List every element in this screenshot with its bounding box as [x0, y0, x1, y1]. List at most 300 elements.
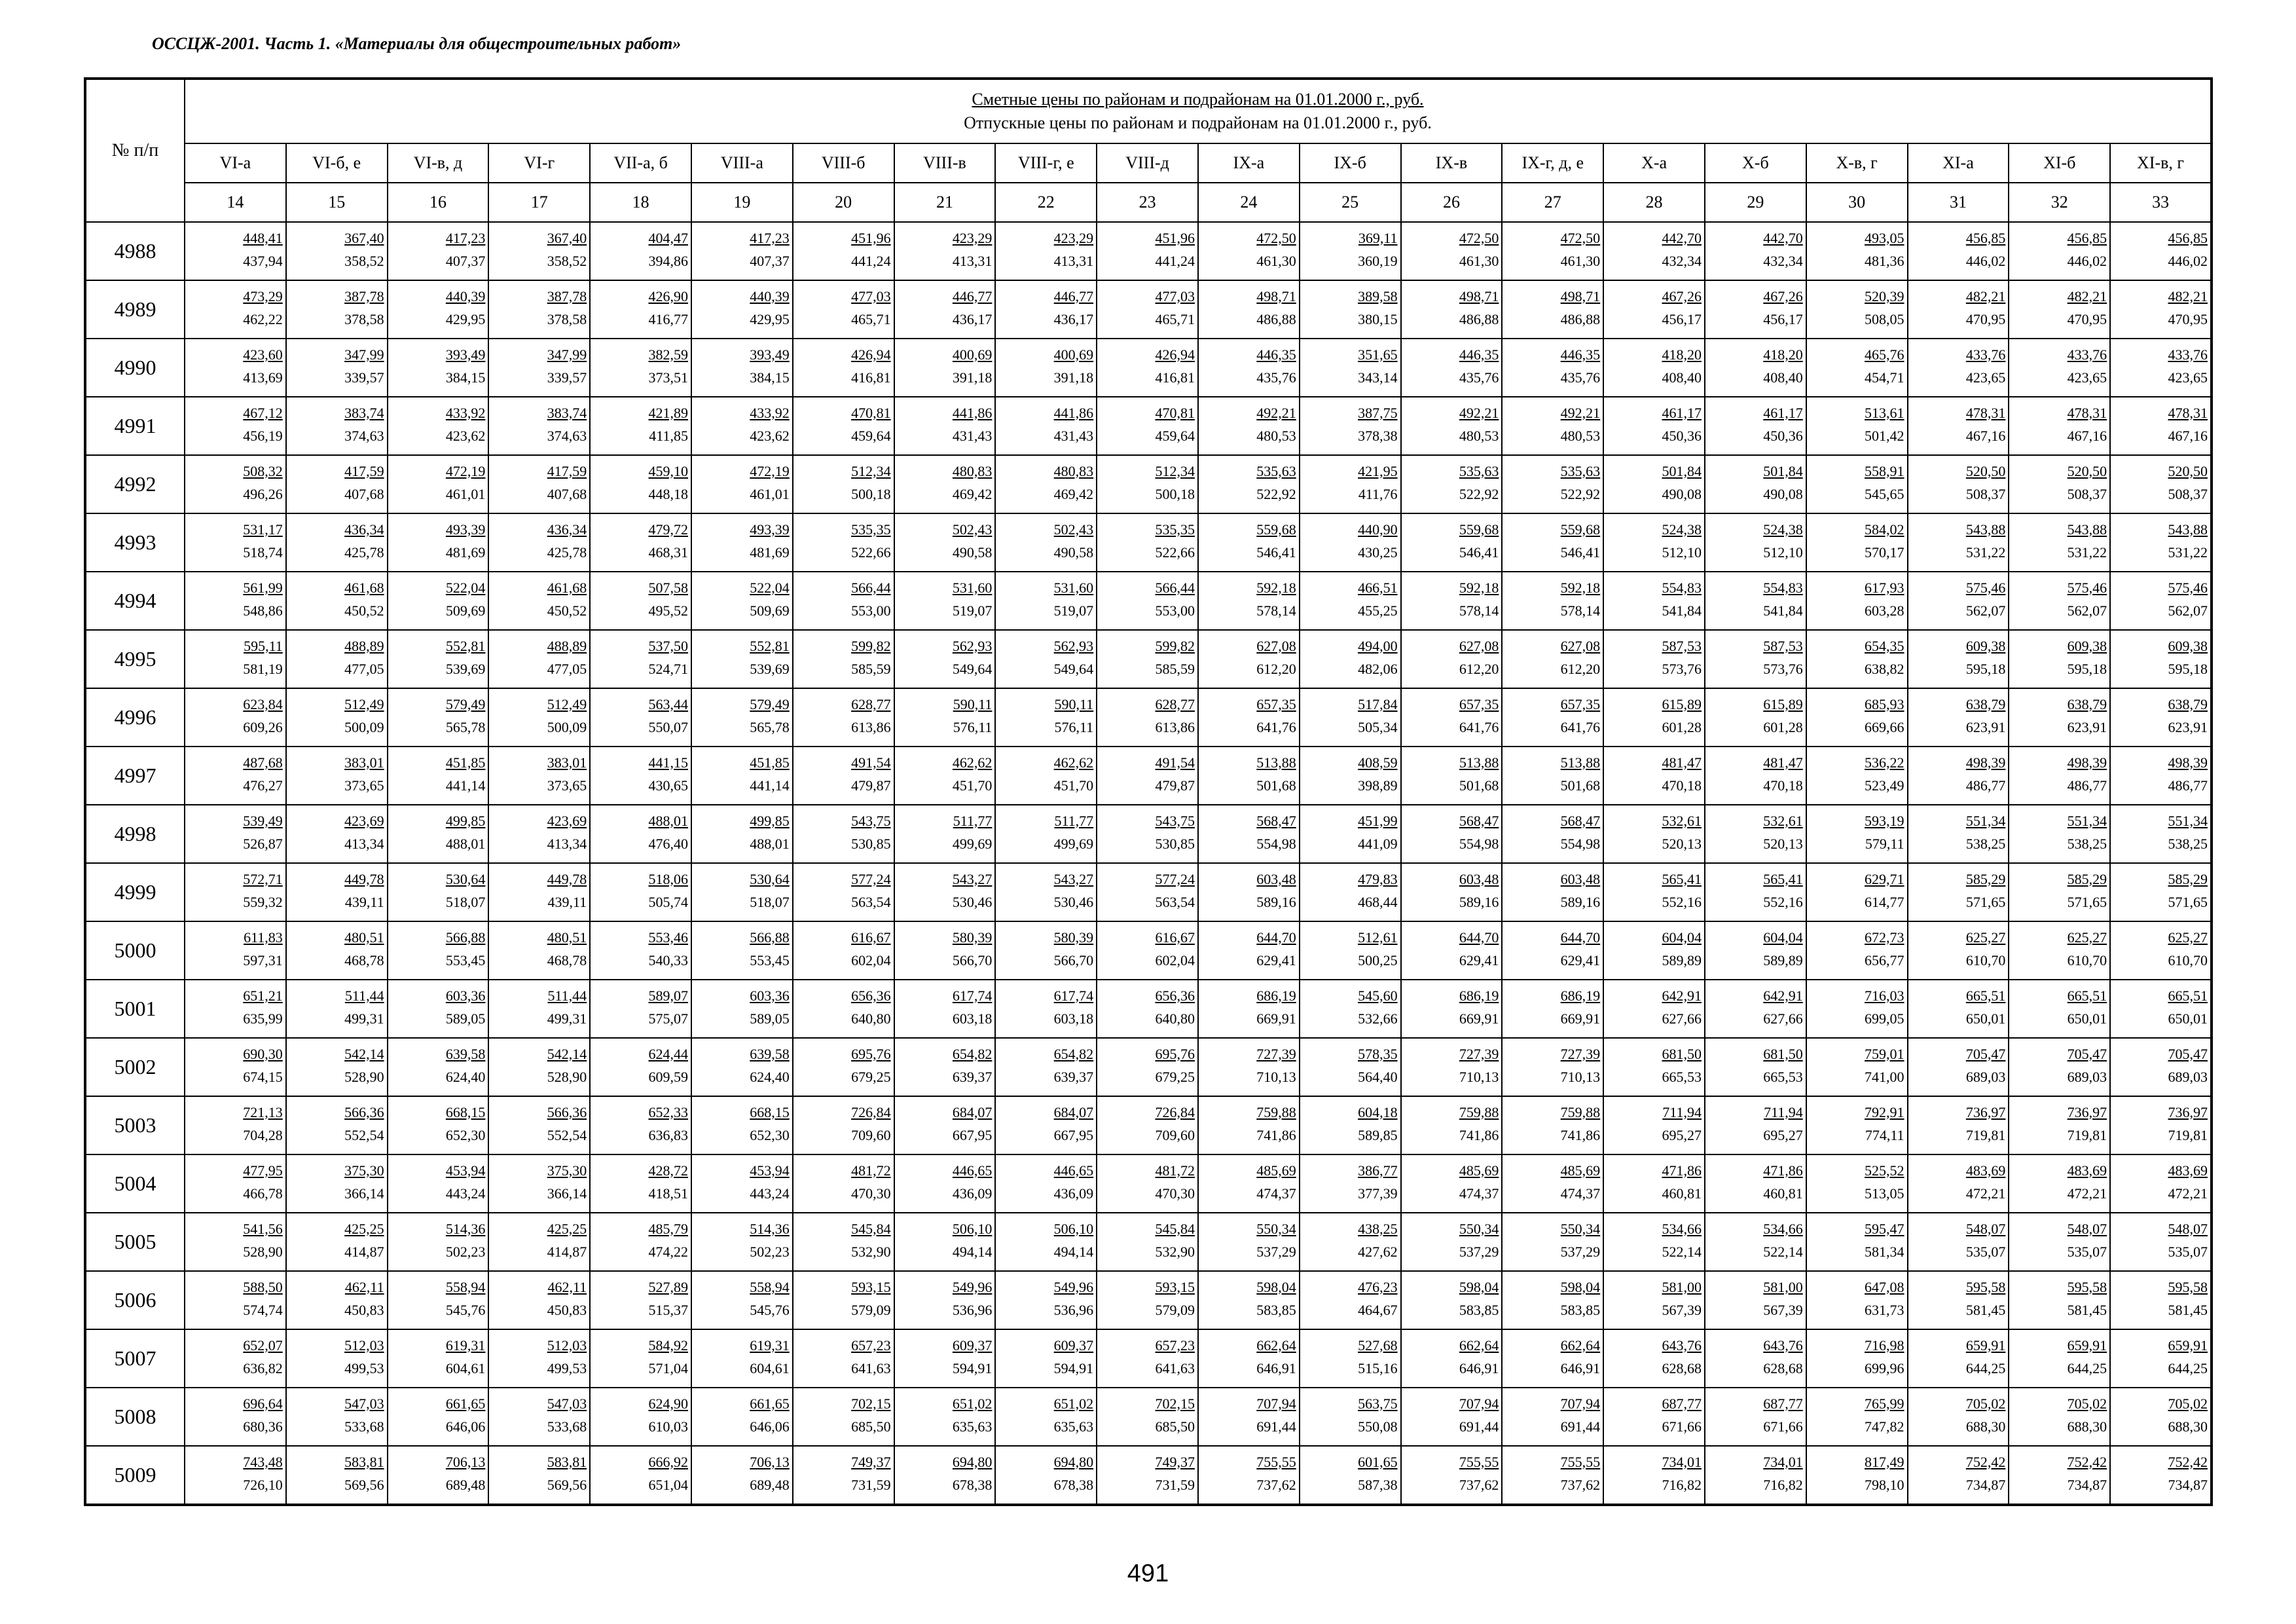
estimated-price: 436,34 — [547, 521, 587, 538]
release-price: 554,98 — [1256, 835, 1296, 852]
release-price: 710,13 — [1256, 1068, 1296, 1085]
release-price: 566,70 — [1053, 951, 1094, 969]
release-price: 443,24 — [445, 1185, 486, 1202]
estimated-price: 480,83 — [952, 462, 993, 479]
release-price: 522,14 — [1763, 1243, 1803, 1260]
release-price: 505,74 — [648, 893, 688, 910]
estimated-price: 615,89 — [1662, 695, 1702, 712]
estimated-price: 511,44 — [547, 987, 587, 1004]
price-cell — [691, 455, 793, 513]
release-price: 573,76 — [1662, 660, 1702, 677]
estimated-price: 736,97 — [2168, 1103, 2208, 1120]
release-price: 545,76 — [750, 1301, 790, 1318]
price-cell — [1300, 572, 1401, 630]
release-price: 486,77 — [2067, 777, 2107, 794]
release-price: 562,07 — [2168, 602, 2208, 619]
release-price: 515,37 — [648, 1301, 688, 1318]
release-price: 531,22 — [2168, 544, 2208, 561]
release-price: 576,11 — [953, 718, 993, 735]
release-price: 431,43 — [1053, 427, 1094, 444]
price-cell — [1908, 455, 2009, 513]
estimated-price: 565,41 — [1763, 870, 1803, 887]
release-price: 425,78 — [344, 544, 384, 561]
price-cell — [185, 1271, 286, 1329]
price-cell — [793, 572, 894, 630]
release-price: 411,85 — [649, 427, 688, 444]
estimated-price: 585,29 — [2168, 870, 2208, 887]
estimated-price: 520,39 — [1865, 287, 1904, 304]
price-cell — [1401, 572, 1503, 630]
price-cell — [388, 397, 489, 455]
estimated-price: 563,44 — [648, 695, 688, 712]
release-price: 726,10 — [243, 1476, 283, 1493]
estimated-price: 548,07 — [2168, 1220, 2208, 1237]
region-header: X-в, г — [1806, 143, 1908, 183]
estimated-price: 707,94 — [1256, 1395, 1296, 1412]
release-price: 741,86 — [1459, 1126, 1499, 1143]
release-price: 495,52 — [648, 602, 688, 619]
estimated-price: 446,35 — [1256, 346, 1296, 363]
price-cell — [1300, 805, 1401, 863]
estimated-price: 456,85 — [1965, 229, 2006, 246]
release-price: 646,91 — [1256, 1359, 1296, 1376]
release-price: 373,65 — [547, 777, 587, 794]
release-price: 650,01 — [1965, 1010, 2006, 1027]
release-price: 541,84 — [1763, 602, 1803, 619]
price-cell — [1300, 630, 1401, 688]
estimated-price: 472,50 — [1560, 229, 1601, 246]
release-price: 537,29 — [1256, 1243, 1296, 1260]
price-cell — [1806, 1213, 1908, 1271]
estimated-price: 665,51 — [2168, 987, 2208, 1004]
estimated-price: 616,67 — [1155, 929, 1195, 946]
price-cell — [1806, 513, 1908, 572]
price-cell — [691, 513, 793, 572]
estimated-price: 492,21 — [1459, 404, 1499, 421]
price-cell — [691, 339, 793, 397]
release-price: 578,14 — [1256, 602, 1296, 619]
estimated-price: 716,03 — [1865, 987, 1904, 1004]
region-header: X-а — [1603, 143, 1705, 183]
price-cell — [1401, 630, 1503, 688]
release-price: 604,61 — [750, 1359, 790, 1376]
price-cell — [1908, 747, 2009, 805]
price-cell — [1502, 513, 1603, 572]
estimated-price: 575,46 — [1965, 579, 2006, 596]
estimated-price: 425,25 — [547, 1220, 587, 1237]
release-price: 508,37 — [1965, 485, 2006, 502]
release-price: 549,64 — [952, 660, 993, 677]
row-number: 5001 — [85, 980, 185, 1038]
estimated-price: 461,17 — [1763, 404, 1803, 421]
estimated-price: 652,33 — [648, 1103, 688, 1120]
release-price: 408,40 — [1662, 369, 1702, 386]
release-price: 545,65 — [1865, 485, 1904, 502]
price-cell — [1401, 1096, 1503, 1154]
release-price: 731,59 — [851, 1476, 891, 1493]
estimated-price: 590,11 — [1054, 695, 1094, 712]
price-cell — [995, 921, 1097, 980]
price-cell — [2110, 805, 2212, 863]
estimated-price: 561,99 — [243, 579, 283, 596]
row-number: 5008 — [85, 1388, 185, 1446]
estimated-price: 736,97 — [2067, 1103, 2107, 1120]
price-cell — [995, 1271, 1097, 1329]
table-row — [85, 747, 2212, 805]
estimated-price: 604,04 — [1763, 929, 1803, 946]
release-price: 502,23 — [445, 1243, 486, 1260]
estimated-price: 478,31 — [2168, 404, 2208, 421]
estimated-price: 627,08 — [1560, 637, 1601, 654]
estimated-price: 598,04 — [1560, 1278, 1601, 1295]
price-cell — [2009, 1213, 2110, 1271]
price-cell — [286, 1096, 388, 1154]
price-cell — [1198, 1038, 1300, 1096]
release-price: 467,16 — [1965, 427, 2006, 444]
release-price: 628,68 — [1662, 1359, 1702, 1376]
price-cell — [1300, 513, 1401, 572]
estimated-price: 590,11 — [953, 695, 993, 712]
estimated-price: 520,50 — [2168, 462, 2208, 479]
table-row — [85, 1446, 2212, 1505]
price-cell — [286, 455, 388, 513]
release-price: 490,08 — [1763, 485, 1803, 502]
table-row — [85, 222, 2212, 280]
release-price: 640,80 — [851, 1010, 891, 1027]
price-cell — [2110, 339, 2212, 397]
estimated-price: 480,83 — [1053, 462, 1094, 479]
estimated-price: 423,29 — [1053, 229, 1094, 246]
release-price: 581,45 — [2168, 1301, 2208, 1318]
estimated-price: 595,11 — [244, 637, 283, 654]
estimated-price: 449,78 — [547, 870, 587, 887]
release-price: 391,18 — [952, 369, 993, 386]
release-price: 469,42 — [1053, 485, 1094, 502]
estimated-price: 662,64 — [1256, 1337, 1296, 1354]
price-cell — [995, 980, 1097, 1038]
release-price: 465,71 — [851, 310, 891, 327]
estimated-price: 659,91 — [2067, 1337, 2107, 1354]
release-price: 610,70 — [1965, 951, 2006, 969]
row-number: 4988 — [85, 222, 185, 280]
release-price: 536,96 — [952, 1301, 993, 1318]
estimated-price: 532,61 — [1662, 812, 1702, 829]
release-price: 579,11 — [1865, 835, 1904, 852]
price-cell — [488, 630, 590, 688]
estimated-price: 531,17 — [243, 521, 283, 538]
price-cell — [1705, 1388, 1806, 1446]
release-price: 339,57 — [344, 369, 384, 386]
price-cell — [2009, 747, 2110, 805]
region-header: VIII-в — [894, 143, 996, 183]
price-cell — [488, 513, 590, 572]
price-cell — [1603, 1038, 1705, 1096]
page-number: 491 — [1127, 1560, 1169, 1587]
release-price: 509,69 — [750, 602, 790, 619]
release-price: 366,14 — [547, 1185, 587, 1202]
estimated-price: 617,74 — [952, 987, 993, 1004]
release-price: 669,91 — [1459, 1010, 1499, 1027]
price-cell — [488, 1388, 590, 1446]
price-cell — [1603, 1213, 1705, 1271]
release-price: 689,03 — [2168, 1068, 2208, 1085]
release-price: 562,07 — [1965, 602, 2006, 619]
release-price: 499,31 — [547, 1010, 587, 1027]
release-price: 669,91 — [1256, 1010, 1296, 1027]
release-price: 435,76 — [1459, 369, 1499, 386]
release-price: 656,77 — [1865, 951, 1904, 969]
price-cell — [2009, 455, 2110, 513]
column-number: 26 — [1401, 183, 1503, 222]
release-price: 531,22 — [2067, 544, 2107, 561]
release-price: 646,06 — [750, 1418, 790, 1435]
price-cell — [388, 1154, 489, 1213]
price-cell — [1705, 397, 1806, 455]
price-cell — [590, 1388, 691, 1446]
estimated-price: 616,67 — [851, 929, 891, 946]
price-cell — [488, 339, 590, 397]
price-cell — [2110, 397, 2212, 455]
release-price: 741,00 — [1865, 1068, 1904, 1085]
release-price: 710,13 — [1459, 1068, 1499, 1085]
price-cell — [1198, 339, 1300, 397]
estimated-price: 498,39 — [2067, 754, 2107, 771]
estimated-price: 562,93 — [1053, 637, 1094, 654]
price-cell — [1300, 747, 1401, 805]
estimated-price: 465,76 — [1865, 346, 1904, 363]
release-price: 581,45 — [1965, 1301, 2006, 1318]
release-price: 441,09 — [1358, 835, 1398, 852]
release-price: 486,88 — [1256, 310, 1296, 327]
release-price: 578,14 — [1560, 602, 1601, 619]
release-price: 411,76 — [1358, 485, 1398, 502]
price-cell — [2009, 1329, 2110, 1388]
price-cell — [1401, 339, 1503, 397]
price-cell — [2009, 513, 2110, 572]
estimated-price: 481,47 — [1662, 754, 1702, 771]
release-price: 407,37 — [445, 252, 486, 269]
price-cell — [894, 980, 996, 1038]
release-price: 623,91 — [2067, 718, 2107, 735]
price-cell — [1908, 1271, 2009, 1329]
release-price: 413,31 — [1053, 252, 1094, 269]
price-cell — [1705, 630, 1806, 688]
release-price: 667,95 — [1053, 1126, 1094, 1143]
estimated-price: 687,77 — [1662, 1395, 1702, 1412]
price-cell — [1502, 1329, 1603, 1388]
release-price: 384,15 — [445, 369, 486, 386]
price-cell — [894, 455, 996, 513]
estimated-price: 493,05 — [1865, 229, 1904, 246]
column-number: 22 — [995, 183, 1097, 222]
estimated-price: 462,11 — [344, 1278, 384, 1295]
release-price: 574,74 — [243, 1301, 283, 1318]
estimated-price: 668,15 — [750, 1103, 790, 1120]
estimated-price: 441,86 — [952, 404, 993, 421]
release-price: 532,66 — [1358, 1010, 1398, 1027]
price-cell — [2110, 1038, 2212, 1096]
estimated-price: 446,35 — [1459, 346, 1499, 363]
price-cell — [1097, 1388, 1198, 1446]
release-price: 499,69 — [1053, 835, 1094, 852]
release-price: 425,78 — [547, 544, 587, 561]
release-price: 432,34 — [1662, 252, 1702, 269]
release-price: 373,65 — [344, 777, 384, 794]
price-cell — [1198, 980, 1300, 1038]
price-cell — [1502, 921, 1603, 980]
release-price: 651,04 — [648, 1476, 688, 1493]
estimated-price: 531,60 — [952, 579, 993, 596]
release-price: 613,86 — [851, 718, 891, 735]
release-price: 474,37 — [1560, 1185, 1601, 1202]
price-cell — [286, 1271, 388, 1329]
price-cell — [1502, 980, 1603, 1038]
release-price: 563,54 — [1155, 893, 1195, 910]
price-cell — [1806, 747, 1908, 805]
price-cell — [286, 572, 388, 630]
price-cell — [995, 513, 1097, 572]
estimated-price: 441,86 — [1053, 404, 1094, 421]
estimated-price: 531,60 — [1053, 579, 1094, 596]
price-cell — [995, 1446, 1097, 1505]
release-price: 532,90 — [851, 1243, 891, 1260]
price-cell — [793, 397, 894, 455]
price-cell — [1097, 1096, 1198, 1154]
estimated-price: 681,50 — [1763, 1045, 1803, 1062]
estimated-price: 545,60 — [1358, 987, 1398, 1004]
estimated-price: 386,77 — [1358, 1162, 1398, 1179]
release-price: 570,17 — [1865, 544, 1904, 561]
price-cell — [488, 1096, 590, 1154]
release-price: 436,17 — [952, 310, 993, 327]
estimated-price: 755,55 — [1560, 1453, 1601, 1470]
price-cell — [1603, 1329, 1705, 1388]
release-price: 635,99 — [243, 1010, 283, 1027]
estimated-price: 543,75 — [1155, 812, 1195, 829]
estimated-price: 477,03 — [1155, 287, 1195, 304]
release-price: 674,15 — [243, 1068, 283, 1085]
region-header: XI-в, г — [2110, 143, 2212, 183]
estimated-price: 527,89 — [648, 1278, 688, 1295]
price-cell — [1806, 805, 1908, 863]
price-cell — [488, 1154, 590, 1213]
release-price: 488,01 — [750, 835, 790, 852]
price-cell — [894, 863, 996, 921]
release-prices-header: Отпускные цены по районам и подрайонам на 01.01.2000 г., руб. — [964, 113, 1432, 132]
release-price: 569,56 — [547, 1476, 587, 1493]
table-body — [85, 222, 2212, 1505]
price-cell — [1198, 688, 1300, 747]
estimated-price: 611,83 — [244, 929, 283, 946]
release-price: 500,18 — [851, 485, 891, 502]
estimated-price: 482,21 — [2067, 287, 2107, 304]
release-price: 407,68 — [344, 485, 384, 502]
release-price: 446,02 — [2067, 252, 2107, 269]
release-price: 470,95 — [2168, 310, 2208, 327]
price-cell — [1502, 1096, 1603, 1154]
estimated-price: 577,24 — [1155, 870, 1195, 887]
estimated-price: 609,37 — [1053, 1337, 1094, 1354]
estimated-price: 765,99 — [1865, 1395, 1904, 1412]
row-number: 5000 — [85, 921, 185, 980]
release-price: 639,37 — [1053, 1068, 1094, 1085]
price-cell — [894, 1446, 996, 1505]
estimated-price: 543,27 — [1053, 870, 1094, 887]
table-row — [85, 513, 2212, 572]
estimated-price: 433,76 — [2067, 346, 2107, 363]
estimated-price: 642,91 — [1763, 987, 1803, 1004]
table-row — [85, 921, 2212, 980]
release-price: 509,69 — [445, 602, 486, 619]
release-price: 689,03 — [1965, 1068, 2006, 1085]
estimated-price: 604,04 — [1662, 929, 1702, 946]
price-cell — [185, 1388, 286, 1446]
release-price: 450,52 — [547, 602, 587, 619]
release-price: 481,69 — [445, 544, 486, 561]
price-cell — [2110, 572, 2212, 630]
release-price: 431,43 — [952, 427, 993, 444]
price-cell — [1908, 630, 2009, 688]
release-price: 595,18 — [1965, 660, 2006, 677]
release-price: 639,37 — [952, 1068, 993, 1085]
estimated-price: 566,88 — [750, 929, 790, 946]
estimated-price: 426,94 — [1155, 346, 1195, 363]
release-price: 665,53 — [1763, 1068, 1803, 1085]
estimated-price: 657,35 — [1560, 695, 1601, 712]
price-cell — [1401, 1213, 1503, 1271]
estimated-price: 408,59 — [1358, 754, 1398, 771]
release-price: 479,87 — [851, 777, 891, 794]
release-price: 499,53 — [344, 1359, 384, 1376]
estimated-price: 466,51 — [1358, 579, 1398, 596]
price-cell — [2009, 863, 2110, 921]
release-price: 530,46 — [952, 893, 993, 910]
release-price: 524,71 — [648, 660, 688, 677]
price-cell — [2009, 630, 2110, 688]
estimated-price: 562,93 — [952, 637, 993, 654]
estimated-price: 514,36 — [750, 1220, 790, 1237]
price-cell — [1198, 921, 1300, 980]
row-number: 5009 — [85, 1446, 185, 1505]
estimated-price: 539,49 — [243, 812, 283, 829]
estimated-price: 442,70 — [1662, 229, 1702, 246]
price-cell — [185, 339, 286, 397]
estimated-price: 481,47 — [1763, 754, 1803, 771]
column-number: 30 — [1806, 183, 1908, 222]
column-number: 28 — [1603, 183, 1705, 222]
release-price: 378,58 — [547, 310, 587, 327]
row-number: 5007 — [85, 1329, 185, 1388]
release-price: 460,81 — [1763, 1185, 1803, 1202]
row-number: 5003 — [85, 1096, 185, 1154]
row-number: 4999 — [85, 863, 185, 921]
price-cell — [793, 1329, 894, 1388]
estimated-price: 383,74 — [547, 404, 587, 421]
release-price: 494,14 — [952, 1243, 993, 1260]
estimated-price: 657,35 — [1256, 695, 1296, 712]
release-price: 579,09 — [851, 1301, 891, 1318]
price-cell — [590, 805, 691, 863]
release-price: 481,36 — [1865, 252, 1904, 269]
release-price: 530,46 — [1053, 893, 1094, 910]
estimated-price: 347,99 — [344, 346, 384, 363]
release-price: 535,07 — [2067, 1243, 2107, 1260]
price-cell — [793, 747, 894, 805]
release-price: 552,16 — [1662, 893, 1702, 910]
price-cell — [1806, 1038, 1908, 1096]
estimated-price: 501,84 — [1763, 462, 1803, 479]
estimated-price: 451,85 — [445, 754, 486, 771]
